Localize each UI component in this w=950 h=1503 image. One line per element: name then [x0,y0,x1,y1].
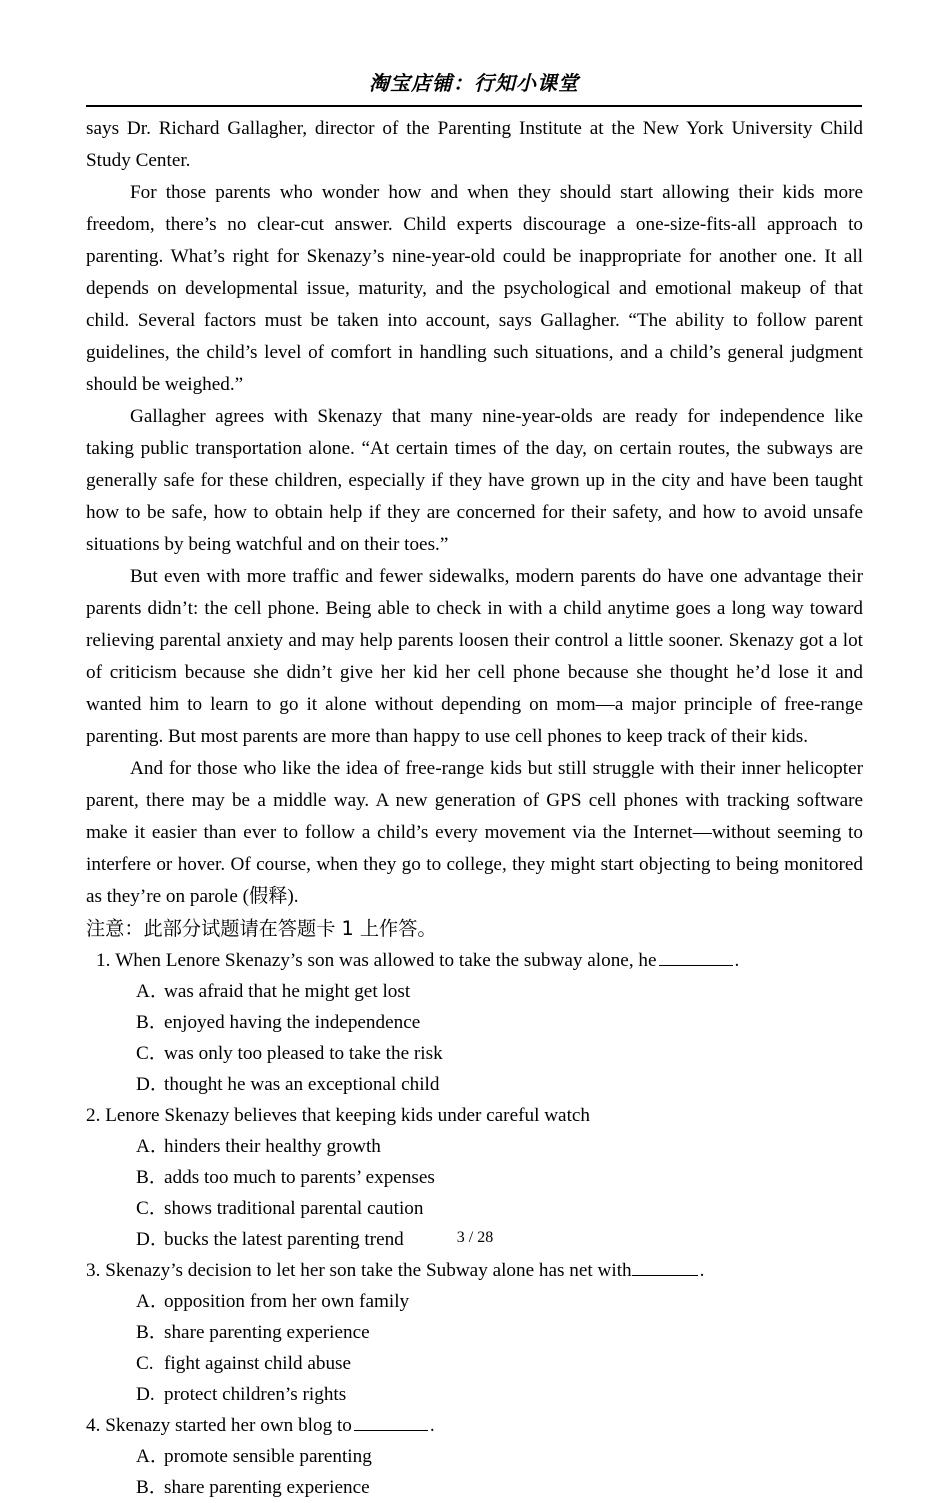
question-stem [86,1100,863,1131]
option-text: was only too pleased to take the risk [164,1043,443,1064]
option-text: thought he was an exceptional child [164,1074,440,1095]
page-number-indicator: 3 / 28 [456,1229,494,1246]
option-row[interactable] [86,1348,863,1379]
option-text: protect children’s rights [164,1384,347,1405]
question-number: 2. [86,1105,101,1126]
answer-blank[interactable] [632,1260,698,1276]
option-row[interactable] [86,1472,863,1503]
question-number: 1. [96,950,111,971]
option-label: C． [136,1043,168,1064]
instruction-note: 注意：此部分试题请在答题卡 1 上作答。 [86,917,437,940]
option-text: share parenting experience [164,1477,370,1498]
question-stem [86,1255,863,1286]
option-row[interactable] [86,1007,863,1038]
option-label: A． [136,1446,170,1467]
option-label: A． [136,981,170,1002]
option-text: share parenting experience [164,1322,370,1343]
page-header-title: 淘宝店铺：行知小课堂 [369,71,579,95]
question-text-end: . [734,950,740,971]
option-label: D． [136,1229,170,1250]
question-item [86,1410,863,1503]
option-text: promote sensible parenting [164,1446,372,1467]
question-number: 4. [86,1415,101,1436]
option-text: hinders their healthy growth [164,1136,381,1157]
passage-paragraphs [86,113,863,913]
option-label: D． [136,1074,170,1095]
option-row[interactable] [86,1379,863,1410]
option-row[interactable] [86,976,863,1007]
page-footer [0,1228,950,1248]
passage-paragraph: says Dr. Richard Gallagher, director of the Parenting Institute at the New York University Child Study Center. [86,118,863,171]
option-text: was afraid that he might get lost [164,981,411,1002]
question-text: Skenazy’s decision to let her son take the Subway alone has net with [105,1260,632,1281]
header-divider-rule [86,105,862,107]
option-row[interactable] [86,1193,863,1224]
option-label: B． [136,1167,168,1188]
option-label: B． [136,1477,168,1498]
question-item [86,1255,863,1410]
question-number: 3. [86,1260,101,1281]
question-stem [86,945,863,976]
option-text: fight against child abuse [164,1353,352,1374]
answer-blank[interactable] [659,950,733,966]
answer-blank[interactable] [354,1415,428,1431]
option-text: opposition from her own family [164,1291,410,1312]
option-label: C. [136,1353,154,1374]
question-list [86,945,863,1503]
question-stem [86,1410,863,1441]
option-label: A． [136,1136,170,1157]
option-row[interactable] [86,1131,863,1162]
option-text: adds too much to parents’ expenses [164,1167,435,1188]
passage-paragraph: But even with more traffic and fewer sidewalks, modern parents do have one advantage their parents didn’t: the cell phone. Being able to check in with a child anytime goes a long way toward relieving parental anxiety and may help parents loosen their control a little sooner. Skenazy got a lot of criticism because she didn’t give her kid her cell phone because she thought he’d lose it and wanted him to learn to go it alone without depending on mom—a major principle of free-range parenting. But most parents are more than happy to use cell phones to keep track of their kids. [86,566,863,747]
option-text: bucks the latest parenting trend [164,1229,404,1250]
option-row[interactable] [86,1069,863,1100]
option-label: B． [136,1012,168,1033]
passage-paragraph: Gallagher agrees with Skenazy that many nine-year-olds are ready for independence like taking public transportation alone. “At certain times of the day, on certain routes, the subways are generally safe for these children, especially if they have grown up in the city and have been taught how to be safe, how to obtain help if they are concerned for their safety, and how to avoid unsafe situations by being watchful and on their toes.” [86,406,863,555]
passage-paragraph: And for those who like the idea of free-range kids but still struggle with their inner helicopter parent, there may be a middle way. A new generation of GPS cell phones with tracking software make it easier than ever to follow a child’s every movement via the Internet—without seeming to interfere or hover. Of course, when they go to college, they might start objecting to being monitored as they’re on parole (假释). [86,758,863,907]
question-text-end: . [699,1260,705,1281]
question-text: Lenore Skenazy believes that keeping kids under careful watch [105,1105,591,1126]
option-row[interactable] [86,1441,863,1472]
document-body [86,113,863,1503]
option-label: A． [136,1291,170,1312]
question-text: Skenazy started her own blog to [105,1415,352,1436]
option-text: shows traditional parental caution [164,1198,424,1219]
question-text: When Lenore Skenazy’s son was allowed to take the subway alone, he [115,950,657,971]
option-row[interactable] [86,1162,863,1193]
option-row[interactable] [86,1286,863,1317]
option-row[interactable] [86,1317,863,1348]
question-item [86,945,863,1100]
option-label: C． [136,1198,168,1219]
option-label: B． [136,1322,168,1343]
option-label: D. [136,1384,155,1405]
passage-paragraph: For those parents who wonder how and when they should start allowing their kids more freedom, there’s no clear-cut answer. Child experts discourage a one-size-fits-all approach to parenting. What’s right for Skenazy’s nine-year-old could be inappropriate for another one. It all depends on developmental issue, maturity, and the psychological and emotional makeup of that child. Several factors must be taken into account, says Gallagher. “The ability to follow parent guidelines, the child’s level of comfort in handling such situations, and a child’s general judgment should be weighed.” [86,182,863,395]
question-text-end: . [429,1415,435,1436]
option-text: enjoyed having the independence [164,1012,421,1033]
option-row[interactable] [86,1038,863,1069]
